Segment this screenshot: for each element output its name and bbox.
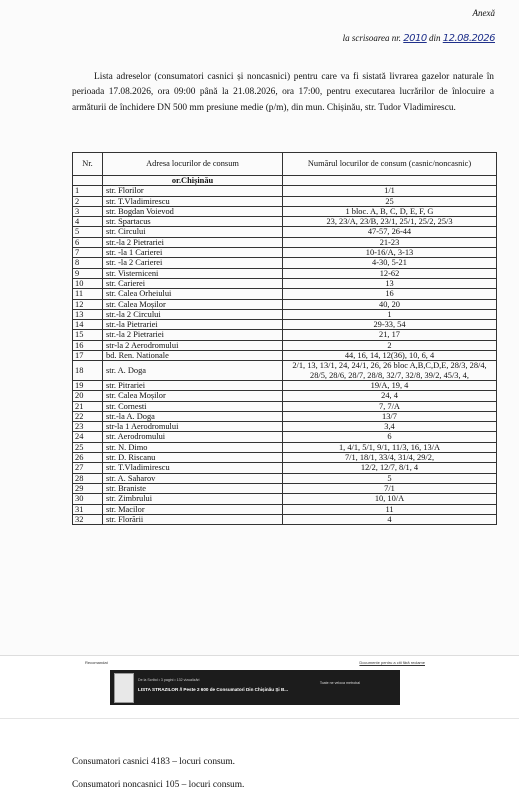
row-street: str. T.Vladimirescu bbox=[103, 463, 283, 473]
row-number: 31 bbox=[73, 504, 103, 514]
table-header-row bbox=[73, 153, 497, 176]
row-count: 29-33, 54 bbox=[283, 320, 497, 330]
divider bbox=[0, 718, 519, 719]
row-street: str. Calea Moșilor bbox=[103, 299, 283, 309]
table-row bbox=[73, 299, 497, 309]
header-count: Numărul locurilor de consum (casnic/noncasnic) bbox=[283, 153, 497, 176]
row-count: 12/2, 12/7, 8/1, 4 bbox=[283, 463, 497, 473]
row-street: str. Visterniceni bbox=[103, 268, 283, 278]
header-nr: Nr. bbox=[73, 153, 103, 176]
table-row bbox=[73, 483, 497, 493]
row-street: str-la 1 Aerodromului bbox=[103, 422, 283, 432]
table-row bbox=[73, 217, 497, 227]
ad-link[interactable]: Documente pentru a citi fără reclame bbox=[359, 660, 425, 665]
row-count: 4 bbox=[283, 514, 497, 524]
row-count: 2 bbox=[283, 340, 497, 350]
row-number: 18 bbox=[73, 361, 103, 381]
row-number: 19 bbox=[73, 380, 103, 390]
row-number: 30 bbox=[73, 494, 103, 504]
row-count: 7/1 bbox=[283, 483, 497, 493]
table-row bbox=[73, 473, 497, 483]
table-row bbox=[73, 453, 497, 463]
ad-title[interactable]: LISTA STRAZILOR // Peste 2 600 de Consumatori Din Chișinău Și B... bbox=[138, 687, 289, 692]
row-number: 29 bbox=[73, 483, 103, 493]
row-count: 5 bbox=[283, 473, 497, 483]
row-number: 22 bbox=[73, 411, 103, 421]
row-count: 44, 16, 14, 12(36), 10, 6, 4 bbox=[283, 351, 497, 361]
table-row bbox=[73, 237, 497, 247]
row-number: 23 bbox=[73, 422, 103, 432]
row-number: 1 bbox=[73, 186, 103, 196]
row-number: 7 bbox=[73, 248, 103, 258]
table-row bbox=[73, 401, 497, 411]
row-count: 21, 17 bbox=[283, 330, 497, 340]
row-number: 25 bbox=[73, 442, 103, 452]
letter-number: 2010 bbox=[403, 33, 427, 44]
row-count: 1 bloc. A, B, C, D, E, F, G bbox=[283, 206, 497, 216]
row-street: str. -la 1 Carierei bbox=[103, 248, 283, 258]
table-row bbox=[73, 206, 497, 216]
addresses-table bbox=[72, 152, 497, 525]
row-number: 11 bbox=[73, 289, 103, 299]
row-street: str. Spartacus bbox=[103, 217, 283, 227]
row-number: 24 bbox=[73, 432, 103, 442]
row-count: 10-16/A, 3-13 bbox=[283, 248, 497, 258]
row-count: 24, 4 bbox=[283, 391, 497, 401]
table-row bbox=[73, 196, 497, 206]
row-street: str. Circului bbox=[103, 227, 283, 237]
row-street: str. A. Saharov bbox=[103, 473, 283, 483]
ad-meta: De la Scribd • 3 pagini • 132 vizualizări bbox=[138, 678, 200, 682]
row-count: 16 bbox=[283, 289, 497, 299]
row-number: 3 bbox=[73, 206, 103, 216]
row-count: 23, 23/A, 23/B, 23/1, 25/1, 25/2, 25/3 bbox=[283, 217, 497, 227]
row-number: 4 bbox=[73, 217, 103, 227]
table-row bbox=[73, 289, 497, 299]
row-count: 13/7 bbox=[283, 411, 497, 421]
row-street: str. Florării bbox=[103, 514, 283, 524]
ad-cta[interactable]: Toate ne veloca metrobal bbox=[319, 681, 360, 685]
row-count: 1/1 bbox=[283, 186, 497, 196]
table-row bbox=[73, 432, 497, 442]
document-thumbnail-icon bbox=[114, 673, 134, 703]
row-number: 10 bbox=[73, 278, 103, 288]
table-row bbox=[73, 186, 497, 196]
row-count: 10, 10/A bbox=[283, 494, 497, 504]
row-number: 2 bbox=[73, 196, 103, 206]
table-row bbox=[73, 268, 497, 278]
header-address: Adresa locurilor de consum bbox=[103, 153, 283, 176]
row-street: str.-la 2 Pietrariei bbox=[103, 237, 283, 247]
total-household: Consumatori casnici 4183 – locuri consum. bbox=[72, 757, 235, 767]
row-street: str. Florilor bbox=[103, 186, 283, 196]
city-empty-cell bbox=[73, 176, 103, 186]
table-row bbox=[73, 463, 497, 473]
table-row bbox=[73, 340, 497, 350]
row-number: 28 bbox=[73, 473, 103, 483]
row-street: str. Braniste bbox=[103, 483, 283, 493]
table-row bbox=[73, 258, 497, 268]
row-number: 13 bbox=[73, 309, 103, 319]
letter-prefix: la scrisoarea nr. bbox=[342, 33, 402, 43]
table-row bbox=[73, 320, 497, 330]
row-count: 1, 4/1, 5/1, 9/1, 11/3, 16, 13/A bbox=[283, 442, 497, 452]
row-number: 5 bbox=[73, 227, 103, 237]
row-number: 6 bbox=[73, 237, 103, 247]
table-row bbox=[73, 227, 497, 237]
row-count: 7, 7/A bbox=[283, 401, 497, 411]
row-number: 8 bbox=[73, 258, 103, 268]
row-count: 2/1, 13, 13/1, 24, 24/1, 26, 26 bloc A,B,C,D,E, 28/3, 28/4, 28/5, 28/6, 28/7, 28/8, 32/7, 32/8, 39/2, 45/3, 4, bbox=[283, 361, 497, 381]
row-count: 21-23 bbox=[283, 237, 497, 247]
row-number: 26 bbox=[73, 453, 103, 463]
row-number: 32 bbox=[73, 514, 103, 524]
table-row bbox=[73, 422, 497, 432]
row-street: str. Carierei bbox=[103, 278, 283, 288]
row-number: 9 bbox=[73, 268, 103, 278]
city-empty-cell bbox=[283, 176, 497, 186]
row-street: str.-la A. Doga bbox=[103, 411, 283, 421]
intro-text: Lista adreselor (consumatori casnici și noncasnici) pentru care va fi sistată livrarea gazelor naturale în perioada 17.08.2026, ora 09:00 până la 21.08.2026, ora 17:00, pentru executarea lucrărilor de înlocuire a armăturii de închidere DN 500 mm presiune medie (p/m), din mun. Chișinău, str. Tudor Vladimirescu. bbox=[72, 72, 494, 113]
letter-reference bbox=[343, 33, 495, 44]
row-count: 13 bbox=[283, 278, 497, 288]
row-street: str. T.Vladimirescu bbox=[103, 196, 283, 206]
total-nonhousehold: Consumatori noncasnici 105 – locuri consum. bbox=[72, 780, 245, 790]
table-row bbox=[73, 278, 497, 288]
row-number: 12 bbox=[73, 299, 103, 309]
row-count: 4-30, 5-21 bbox=[283, 258, 497, 268]
table-row bbox=[73, 380, 497, 390]
date-prefix: din bbox=[428, 33, 441, 43]
row-street: str. Macilor bbox=[103, 504, 283, 514]
row-street: str-la 2 Aerodromului bbox=[103, 340, 283, 350]
row-street: str. Zimbrului bbox=[103, 494, 283, 504]
row-street: str. D. Riscanu bbox=[103, 453, 283, 463]
row-number: 16 bbox=[73, 340, 103, 350]
row-street: bd. Ren. Nationale bbox=[103, 351, 283, 361]
row-count: 19/A, 19, 4 bbox=[283, 380, 497, 390]
table-row bbox=[73, 351, 497, 361]
table-row bbox=[73, 248, 497, 258]
table-row bbox=[73, 391, 497, 401]
row-number: 21 bbox=[73, 401, 103, 411]
row-number: 17 bbox=[73, 351, 103, 361]
table-row bbox=[73, 330, 497, 340]
recommended-ad[interactable] bbox=[85, 660, 425, 718]
row-street: str. Aerodromului bbox=[103, 432, 283, 442]
row-number: 14 bbox=[73, 320, 103, 330]
row-count: 7/1, 18/1, 33/4, 31/4, 29/2, bbox=[283, 453, 497, 463]
row-count: 47-57, 26-44 bbox=[283, 227, 497, 237]
row-count: 1 bbox=[283, 309, 497, 319]
row-street: str.-la 2 Circului bbox=[103, 309, 283, 319]
row-street: str. N. Dimo bbox=[103, 442, 283, 452]
row-count: 40, 20 bbox=[283, 299, 497, 309]
city-row bbox=[73, 176, 497, 186]
table-row bbox=[73, 411, 497, 421]
table-row bbox=[73, 361, 497, 381]
row-count: 25 bbox=[283, 196, 497, 206]
table-row bbox=[73, 504, 497, 514]
row-count: 3,4 bbox=[283, 422, 497, 432]
ad-label: Recomandat bbox=[85, 660, 108, 665]
ad-card[interactable] bbox=[110, 670, 400, 705]
city-name: or.Chișinău bbox=[103, 176, 283, 186]
row-count: 6 bbox=[283, 432, 497, 442]
row-street: str. -la 2 Carierei bbox=[103, 258, 283, 268]
table-row bbox=[73, 442, 497, 452]
intro-paragraph bbox=[72, 70, 494, 116]
table-row bbox=[73, 309, 497, 319]
row-street: str. Pitrariei bbox=[103, 380, 283, 390]
row-street: str. Bogdan Voievod bbox=[103, 206, 283, 216]
row-number: 20 bbox=[73, 391, 103, 401]
row-number: 15 bbox=[73, 330, 103, 340]
annex-label: Anexă bbox=[472, 8, 495, 18]
divider bbox=[0, 655, 519, 656]
row-street: str. Calea Moșilor bbox=[103, 391, 283, 401]
table-row bbox=[73, 494, 497, 504]
row-street: str. Calea Orheiului bbox=[103, 289, 283, 299]
letter-date: 12.08.2026 bbox=[442, 33, 495, 44]
row-street: str. Cornesti bbox=[103, 401, 283, 411]
row-count: 12-62 bbox=[283, 268, 497, 278]
table-row bbox=[73, 514, 497, 524]
row-street: str. A. Doga bbox=[103, 361, 283, 381]
row-street: str.-la 2 Pietrariei bbox=[103, 330, 283, 340]
row-count: 11 bbox=[283, 504, 497, 514]
row-street: str.-la Pietrariei bbox=[103, 320, 283, 330]
row-number: 27 bbox=[73, 463, 103, 473]
